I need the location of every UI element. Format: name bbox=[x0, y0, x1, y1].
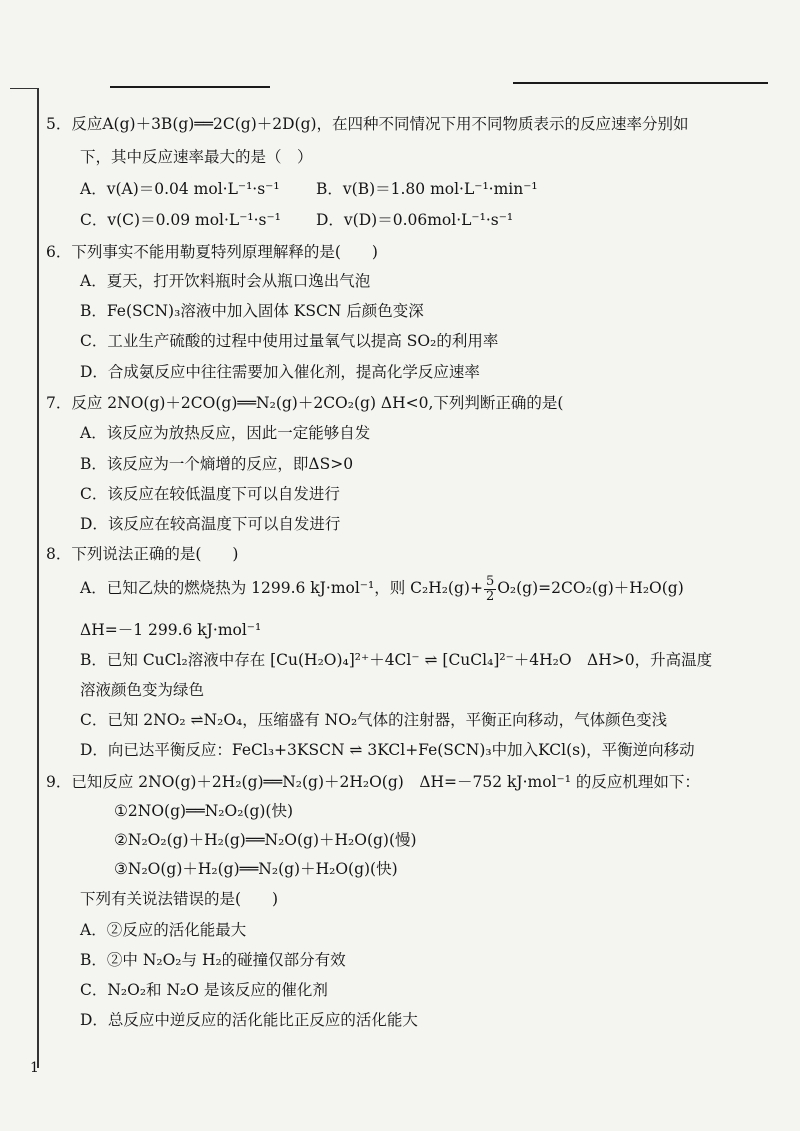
q9-option-b: B．②中 N₂O₂与 H₂的碰撞仅部分有效 bbox=[80, 951, 346, 969]
q9-option-d: D．总反应中逆反应的活化能比正反应的活化能大 bbox=[80, 1011, 418, 1029]
q5-option-c: C．v(C)＝0.09 mol·L⁻¹·s⁻¹ bbox=[80, 211, 281, 229]
q8-option-a-text: A．已知乙炔的燃烧热为 1299.6 kJ·mol⁻¹，则 C₂H₂(g)+ bbox=[80, 579, 483, 597]
q7-stem: 7．反应 2NO(g)＋2CO(g)══N₂(g)＋2CO₂(g) ΔH<0,下列判断正确的是( bbox=[46, 394, 564, 412]
q8-option-a bbox=[80, 572, 684, 604]
q5-option-d: D．v(D)＝0.06mol·L⁻¹·s⁻¹ bbox=[316, 211, 514, 229]
q6-option-a: A．夏天，打开饮料瓶时会从瓶口逸出气泡 bbox=[80, 272, 371, 290]
q9-mechanism-step-3: ③N₂O(g)＋H₂(g)══N₂(g)＋H₂O(g)(快) bbox=[114, 860, 398, 878]
q9-ask: 下列有关说法错误的是( ) bbox=[80, 890, 279, 908]
q7-option-a: A．该反应为放热反应，因此一定能够自发 bbox=[80, 424, 371, 442]
q8-option-d: D．向已达平衡反应：FeCl₃+3KSCN ⇌ 3KCl+Fe(SCN)₃中加入KCl(s)，平衡逆向移动 bbox=[80, 741, 695, 759]
fraction-denominator: 2 bbox=[485, 588, 495, 604]
q5-option-a: A．v(A)＝0.04 mol·L⁻¹·s⁻¹ bbox=[80, 180, 280, 198]
q7-option-d: D．该反应在较高温度下可以自发进行 bbox=[80, 515, 341, 533]
q9-mechanism-step-1: ①2NO(g)══N₂O₂(g)(快) bbox=[114, 802, 294, 820]
q7-option-b: B．该反应为一个熵增的反应，即ΔS>0 bbox=[80, 455, 354, 473]
q8-option-b-line1: B．已知 CuCl₂溶液中存在 [Cu(H₂O)₄]²⁺＋4Cl⁻ ⇌ [CuCl₄]²⁻＋4H₂O ΔH>0，升高温度 bbox=[80, 651, 713, 669]
q5-option-b: B．v(B)＝1.80 mol·L⁻¹·min⁻¹ bbox=[316, 180, 538, 198]
q6-option-c: C．工业生产硫酸的过程中使用过量氧气以提高 SO₂的利用率 bbox=[80, 332, 499, 350]
q9-mechanism-step-2: ②N₂O₂(g)＋H₂(g)══N₂O(g)＋H₂O(g)(慢) bbox=[114, 831, 417, 849]
q6-stem: 6．下列事实不能用勒夏特列原理解释的是( ) bbox=[46, 243, 378, 261]
header-rule-right bbox=[513, 82, 768, 84]
page-number: 1 bbox=[30, 1060, 39, 1076]
q9-stem: 9．已知反应 2NO(g)＋2H₂(g)══N₂(g)＋2H₂O(g) ΔH=－752 kJ·mol⁻¹ 的反应机理如下： bbox=[46, 773, 700, 791]
fraction-five-halves bbox=[484, 575, 496, 604]
q9-option-c: C．N₂O₂和 N₂O 是该反应的催化剂 bbox=[80, 981, 328, 999]
margin-tick bbox=[10, 88, 38, 89]
margin-line bbox=[37, 88, 39, 1068]
q6-option-b: B．Fe(SCN)₃溶液中加入固体 KSCN 后颜色变深 bbox=[80, 302, 424, 320]
q7-option-c: C．该反应在较低温度下可以自发进行 bbox=[80, 485, 340, 503]
q9-option-a: A．②反应的活化能最大 bbox=[80, 921, 247, 939]
header-rule-left bbox=[110, 86, 270, 88]
q8-option-a-enthalpy: ΔH=－1 299.6 kJ·mol⁻¹ bbox=[80, 621, 262, 639]
q8-option-c: C．已知 2NO₂ ⇌N₂O₄，压缩盛有 NO₂气体的注射器，平衡正向移动，气体颜色变浅 bbox=[80, 711, 668, 729]
fraction-numerator: 5 bbox=[485, 573, 495, 589]
q8-option-b-line2: 溶液颜色变为绿色 bbox=[80, 681, 205, 699]
q8-stem: 8．下列说法正确的是( ) bbox=[46, 545, 239, 563]
q5-stem-line2: 下，其中反应速率最大的是（ ） bbox=[80, 148, 313, 166]
q5-stem-line1: 5．反应A(g)＋3B(g)══2C(g)＋2D(g)，在四种不同情况下用不同物质表示的反应速率分别如 bbox=[46, 115, 689, 133]
q8-option-a-equation: O₂(g)=2CO₂(g)＋H₂O(g) bbox=[497, 579, 684, 597]
q6-option-d: D．合成氨反应中往往需要加入催化剂，提高化学反应速率 bbox=[80, 363, 480, 381]
